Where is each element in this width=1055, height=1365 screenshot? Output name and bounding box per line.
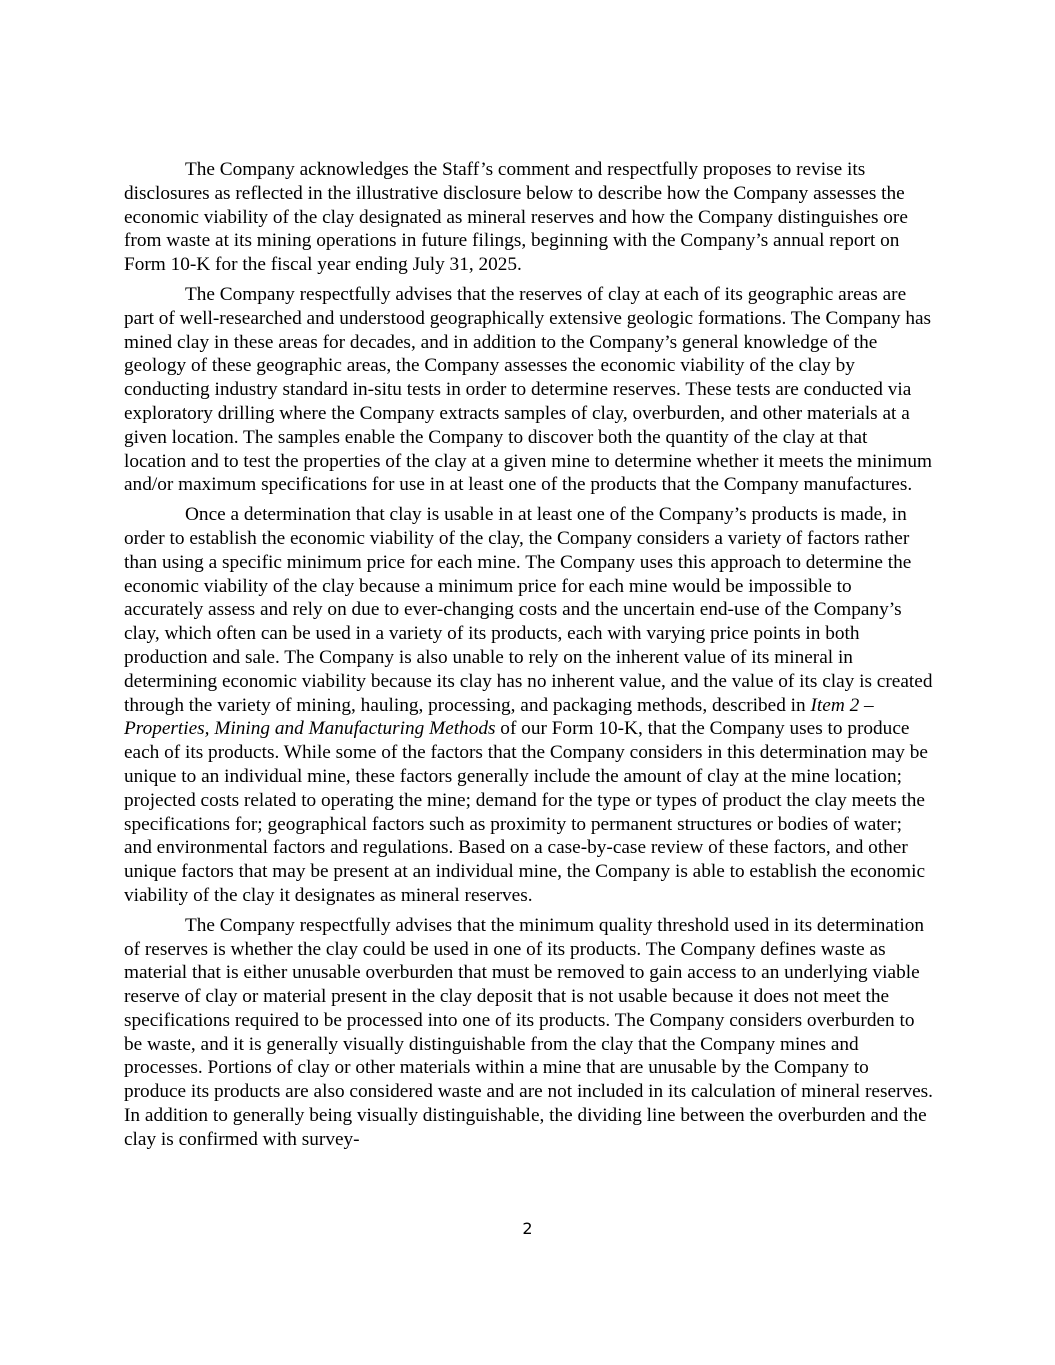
- paragraph-staff-comment: The Company acknowledges the Staff’s comment and respectfully proposes to revise its disclosures as reflected in the illustrative disclosure below to describe how the Company assesses the economic viability of the clay designated as mineral reserves and how the Company distinguishes ore from waste at its mining operations in future filings, beginning with the Company’s annual report on Form 10-K for the fiscal year ending July 31, 2025.: [124, 159, 908, 276]
- paragraph-quality-threshold: The Company respectfully advises that the minimum quality threshold used in its determination of reserves is whether the clay could be used in one of its products. The Company defines waste as material that is either unusable overburden that must be removed to gain access to an underlying viable reserve of clay or material present in the clay deposit that is not usable because it does not meet the specifications required to be processed into one of its products. The Company considers overburden to be waste, and it is generally visually distinguishable from the clay that the Company mines and processes. Portions of clay or other materials within a mine that are unusable by the Company to produce its products are also considered waste and are not included in its calculation of mineral reserves. In addition to generally being visually distinguishable, the dividing line between the overburden and the clay is confirmed with survey-: [124, 914, 933, 1150]
- page-number: 2: [522, 1219, 533, 1238]
- paragraph-economic-viability: [124, 503, 934, 908]
- paragraph-reserves-geology: The Company respectfully advises that the reserves of clay at each of its geographic areas are part of well-researched and understood geographically extensive geologic formations. The Company has mined clay in these areas for decades, and in addition to the Company’s general knowledge of the geology of these geographic areas, the Company assesses the economic viability of the clay by conducting industry standard in-situ tests in order to determine reserves. These tests are conducted via exploratory drilling where the Company extracts samples of clay, overburden, and other materials at a given location. The samples enable the Company to discover both the quantity of the clay at that location and to test the properties of the clay at a given mine to determine whether it meets the minimum and/or maximum specifications for use in at least one of the products that the Company manufactures.: [124, 283, 932, 496]
- paragraph-economic-viability-text-before: Once a determination that clay is usable in at least one of the Company’s products is made, in order to establish the economic viability of the clay, the Company considers a variety of factors rather than using a specific minimum price for each mine. The Company uses this approach to determine the economic viability of the clay because a minimum price for each mine would be impossible to accurately assess and rely on due to ever-changing costs and the uncertain end-use of the Company’s clay, which often can be used in a variety of its products, each with varying price points in both production and sale. The Company is also unable to rely on the inherent value of its mineral in determining economic viability because its clay has no inherent value, and the value of its clay is created through the variety of mining, hauling, processing, and packaging methods, described in: [124, 504, 933, 716]
- document-body: [124, 158, 934, 1152]
- item-2-reference: Item 2 – Properties, Mining and Manufacturing Methods: [124, 694, 874, 740]
- paragraph-economic-viability-text-after: of our Form 10-K, that the Company uses to produce each of its products. While some of the factors that the Company considers in this determination may be unique to an individual mine, these factors generally include the amount of clay at the mine location; projected costs related to operating the mine; demand for the type or types of product the clay meets the specifications for; geographical factors such as proximity to permanent structures or bodies of water; and environmental factors and regulations. Based on a case-by-case review of these factors, and other unique factors that may be present at an individual mine, the Company is able to establish the economic viability of the clay it designates as mineral reserves.: [124, 718, 928, 906]
